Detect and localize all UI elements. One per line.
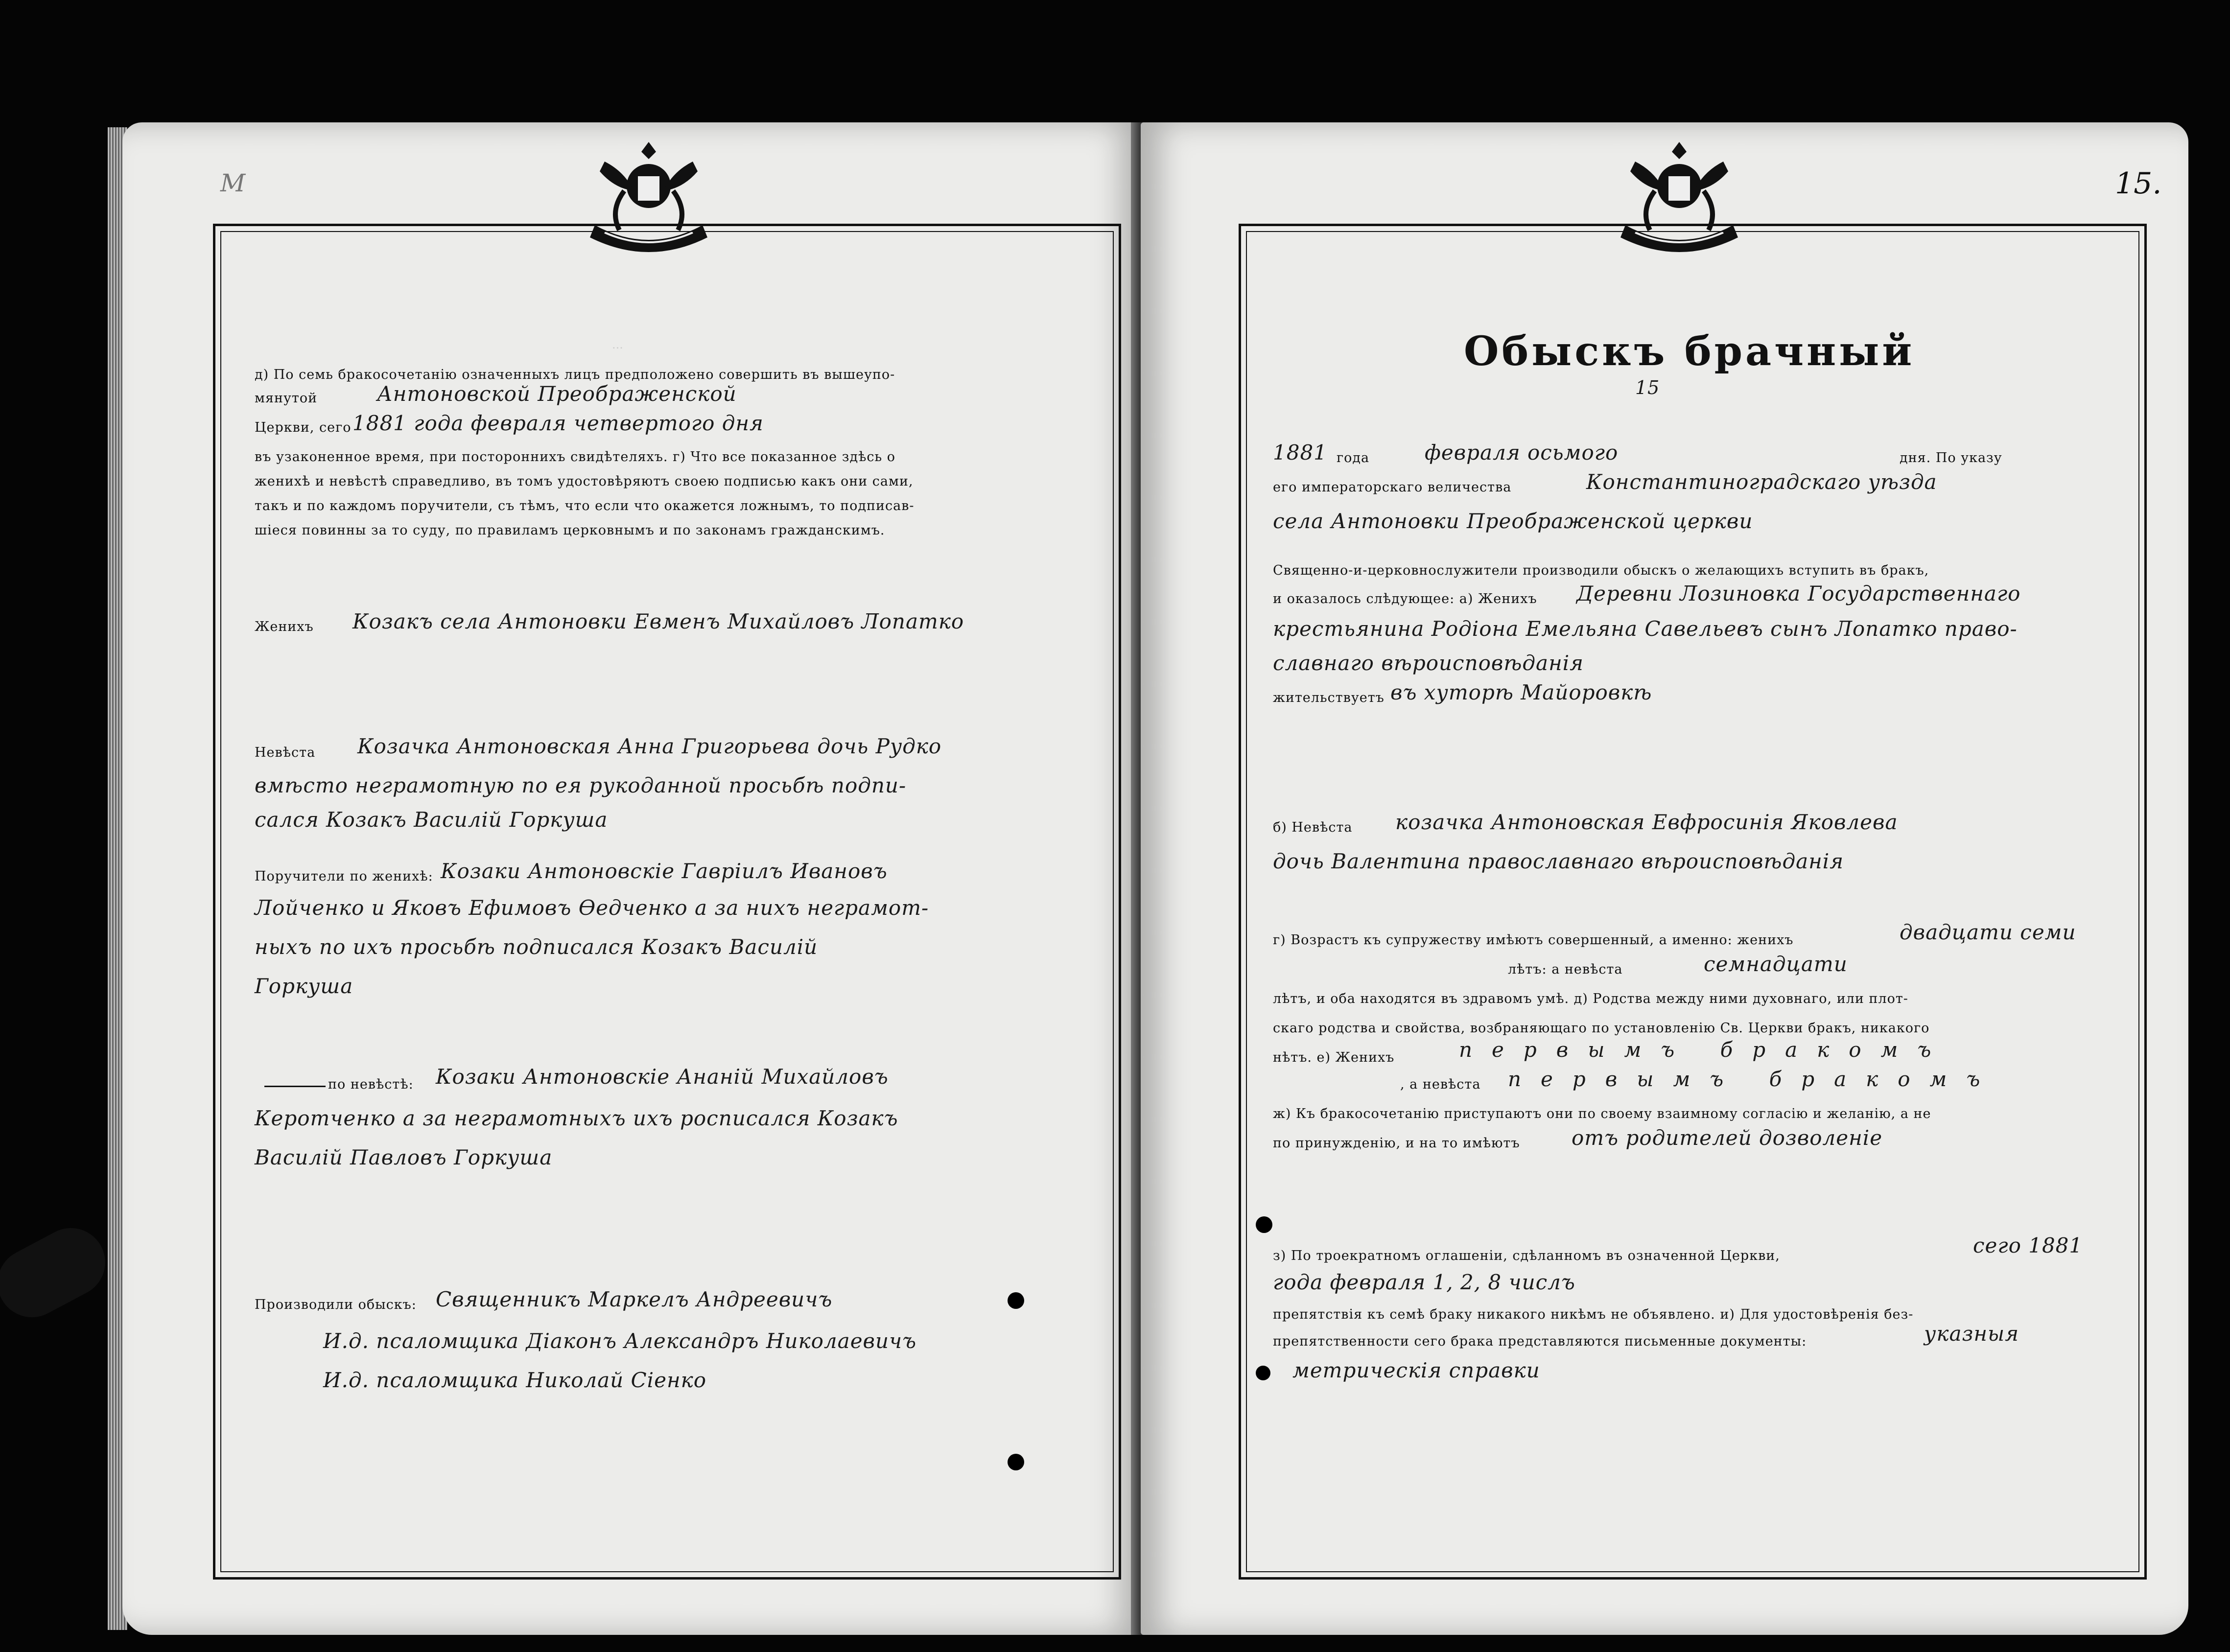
binding-hole <box>1008 1292 1024 1309</box>
bride-label: б) Невѣста <box>1273 820 1353 835</box>
bride-sureties-3: Василій Павловъ Горкуша <box>255 1145 553 1169</box>
bride-age-handwriting: семнадцати <box>1704 952 1848 976</box>
documents-handwriting-2: метрическія справки <box>1292 1358 1540 1382</box>
groom-signature: Козакъ села Антоновки Евменъ Михайловъ Лопатко <box>352 609 964 633</box>
age-line-2: лѣтъ, и оба находятся въ здравомъ умѣ. д) Родства между ними духовнаго, или плот- <box>1273 991 1908 1006</box>
age-line-1: г) Возрастъ къ супружеству имѣютъ совершенный, а именно: женихъ <box>1273 932 1794 948</box>
consent-line-2: по принужденію, и на то имѣютъ <box>1273 1136 1520 1151</box>
bride-origin-2: дочь Валентина православнаго вѣроисповѣданія <box>1273 849 1844 873</box>
groom-sureties-label: Поручители по женихѣ: <box>255 869 433 884</box>
bride-sureties-2: Керотченко а за неграмотныхъ ихъ росписался Козакъ <box>255 1106 898 1130</box>
banns-line-3: препятственности сего брака представляются письменные документы: <box>1273 1334 1807 1349</box>
consent-line-1: ж) Къ бракосочетанію приступаютъ они по своему взаимному согласію и желанію, а не <box>1273 1106 1931 1121</box>
groom-label: Женихъ <box>255 619 314 634</box>
documents-handwriting-1: указныя <box>1924 1322 2019 1346</box>
church-handwriting: села Антоновки Преображенской церкви <box>1273 509 1753 533</box>
date-handwriting: февраля осьмого <box>1425 441 1619 465</box>
groom-sureties-1: Козаки Антоновскіе Гавріилъ Ивановъ <box>441 859 888 883</box>
page-number: 15. <box>2115 166 2162 201</box>
right-page <box>1141 122 2188 1635</box>
residence-label: жительствуетъ <box>1273 690 1385 705</box>
bride-signature-2: вмѣсто неграмотную по ея рукоданной просьбѣ подпи- <box>255 773 907 797</box>
groom-age-handwriting: двадцати семи <box>1900 920 2076 944</box>
groom-marriage-status: первымъ бракомъ <box>1459 1038 1951 1062</box>
groom-origin-1: Деревни Лозиновка Государственнаго <box>1576 582 2021 605</box>
majesty-line: его императорскаго величества <box>1273 480 1512 495</box>
banns-date-handwriting: года февраля 1, 2, 8 числъ <box>1273 1270 1575 1294</box>
banns-line-2: препятствія къ семѣ браку никакого никѣмъ не объявлено. и) Для удостовѣренія без- <box>1273 1307 1914 1322</box>
banns-line-1: з) По троекратномъ оглашеніи, сдѣланномъ въ означенной Церкви, <box>1273 1248 1780 1263</box>
county-handwriting: Константиноградскаго уѣзда <box>1586 470 1937 494</box>
age-line-3: скаго родства и свойства, возбраняющаго по установленію Св. Церкви бракъ, никакого <box>1273 1021 1930 1036</box>
day-label: дня. По указу <box>1900 450 2002 465</box>
marriage-date-handwriting: 1881 года февраля четвертого дня <box>352 411 764 435</box>
clause-d-line-6: такъ и по каждомъ поручители, съ тѣмъ, что если что окажется ложнымъ, то подписав- <box>255 498 915 513</box>
bride-signature-3: сался Козакъ Василій Горкуша <box>255 808 608 832</box>
clause-d-line-4: въ узаконенное время, при постороннихъ свидѣтеляхъ. г) Что все показанное здѣсь о <box>255 449 896 465</box>
bleed-through-text: ... <box>612 338 623 351</box>
clause-d-line-1: д) По семь бракосочетанію означенныхъ лицъ предположено совершить въ вышеупо- <box>255 367 895 382</box>
groom-sureties-3: ныхъ по ихъ просьбѣ подписался Козакъ Василій <box>255 935 818 959</box>
clause-d-line-7: шіеся повинны за то суду, по правиламъ церковнымъ и по законамъ гражданскимъ. <box>255 523 885 538</box>
banns-year-handwriting: сего 1881 <box>1973 1233 2083 1257</box>
bride-marriage-status: первымъ бракомъ <box>1508 1067 2000 1091</box>
page-weight <box>0 1216 117 1329</box>
binding-hole <box>1008 1454 1024 1470</box>
document-title: Обыскъ брачный <box>1464 328 1915 375</box>
groom-origin-2: крестьянина Родіона Емельяна Савельевъ сынъ Лопатко право- <box>1273 617 2018 641</box>
clause-d-line-5: женихѣ и невѣстѣ справедливо, въ томъ удостовѣряютъ своею подписью какъ они сами, <box>255 474 914 489</box>
clause-d-label-2: мянутой <box>255 391 318 406</box>
year-handwriting: 1881 <box>1273 441 1327 465</box>
bride-signature-1: Козачка Антоновская Анна Григорьева дочь Рудко <box>357 734 942 758</box>
dash-rule <box>264 1086 326 1087</box>
left-page <box>122 122 1141 1635</box>
investigators-label: Производили обыскъ: <box>255 1297 417 1312</box>
age-line-4: нѣтъ. е) Женихъ <box>1273 1050 1395 1065</box>
church-name-handwriting: Антоновской Преображенской <box>377 382 737 406</box>
bride-sureties-1: Козаки Антоновскіе Ананій Михайловъ <box>436 1065 889 1089</box>
clause-d-label-3: Церкви, сего <box>255 420 352 435</box>
bride-label: Невѣста <box>255 745 316 760</box>
groom-origin-3: славнаго вѣроисповѣданія <box>1273 651 1584 675</box>
corner-mark: М <box>220 169 246 197</box>
age-years-label: лѣтъ: а невѣста <box>1508 962 1623 977</box>
clergy-line: Священно-и-церковнослужители производили обыскъ о желающихъ вступить въ бракъ, <box>1273 563 1929 578</box>
residence-handwriting: въ хуторѣ Майоровкѣ <box>1390 680 1652 704</box>
bride-origin-1: козачка Антоновская Евфросинія Яковлева <box>1395 810 1898 834</box>
binding-hole <box>1256 1216 1272 1233</box>
investigator-3: И.д. псаломщика Николай Сіенко <box>323 1368 707 1392</box>
bride-marriage-label: , а невѣста <box>1400 1077 1481 1092</box>
binding-hole <box>1256 1366 1270 1380</box>
found-label: и оказалось слѣдующее: а) Женихъ <box>1273 591 1537 606</box>
year-label: года <box>1337 450 1370 465</box>
bride-sureties-label: по невѣстѣ: <box>328 1077 414 1092</box>
investigator-1: Священникъ Маркелъ Андреевичъ <box>436 1287 833 1311</box>
investigator-2: И.д. псаломщика Діаконъ Александръ Николаевичъ <box>323 1329 917 1353</box>
open-register-book <box>122 122 2188 1650</box>
groom-sureties-4: Горкуша <box>255 974 353 998</box>
groom-sureties-2: Лойченко и Яковъ Ефимовъ Ѳедченко а за нихъ неграмот- <box>255 896 929 920</box>
record-number: 15 <box>1635 377 1660 398</box>
consent-handwriting: отъ родителей дозволеніе <box>1572 1126 1883 1150</box>
